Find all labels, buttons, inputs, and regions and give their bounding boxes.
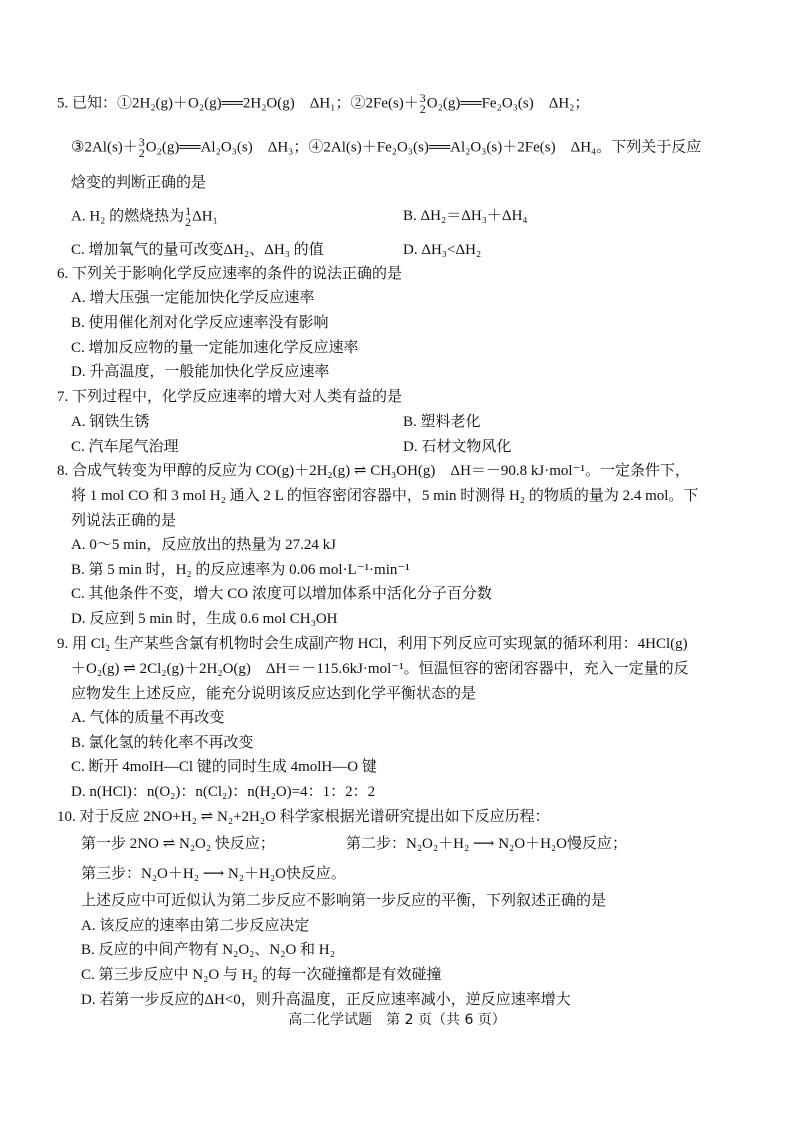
q10-option-a: A. 该反应的速率由第二步反应决定 [81, 918, 310, 934]
q9-option-b: B. 氯化氢的转化率不再改变 [71, 735, 254, 751]
q7-option-b: B. 塑料老化 [403, 414, 481, 430]
q8-option-b: B. 第 5 min 时，H₂ 的反应速率为 0.06 mol·L⁻¹·min⁻¹ [71, 562, 410, 578]
q9-line1: 9. 用 Cl₂ 生产某些含氯有机物时会生成副产物 HCl，利用下列反应可实现氯的循环利用：4HCl(g) [57, 636, 688, 652]
q5-line3: 焓变的判断正确的是 [71, 175, 207, 191]
q5-option-a: A. H₂ 的燃烧热为 1 2 ΔH₁ [71, 204, 218, 229]
q8-option-c: C. 其他条件不变，增大 CO 浓度可以增加体系中活化分子百分数 [71, 586, 492, 602]
q10-step3: 第三步：N₂O＋H₂ ⟶ N₂＋H₂O快反应。 [81, 866, 346, 882]
q5-line2-text-a: ③2Al(s)＋ [71, 139, 138, 156]
q5-line2 [71, 137, 701, 159]
q6-option-b: B. 使用催化剂对化学反应速率没有影响 [71, 315, 329, 331]
q10-line1: 10. 对于反应 2NO+H₂ ⇌ N₂+2H₂O 科学家根据光谱研究提出如下反应历程： [57, 809, 550, 825]
q9-option-c: C. 断开 4molH—Cl 键的同时生成 4molH—O 键 [71, 759, 377, 775]
q6-option-a: A. 增大压强一定能加快化学反应速率 [71, 290, 315, 306]
q8-option-d: D. 反应到 5 min 时，生成 0.6 mol CH₃OH [71, 611, 338, 627]
q5-line1-text-a: 5. 已知：①2H₂(g)＋O₂(g)══2H₂O(g) ΔH₁；②2Fe(s)＋ [57, 95, 419, 112]
q10-option-c: C. 第三步反应中 N₂O 与 H₂ 的每一次碰撞都是有效碰撞 [81, 967, 442, 983]
q5-line2-text-b: O₂(g)══Al₂O₃(s) ΔH₃；④2Al(s)＋Fe₂O₃(s)══Al₂O₃(s)＋2Fe(s) ΔH₄。下列关于反应 [145, 139, 702, 156]
q8-line3: 列说法正确的是 [71, 513, 177, 529]
q6-stem: 6. 下列关于影响化学反应速率的条件的说法正确的是 [57, 266, 403, 282]
q7-option-d: D. 石材文物风化 [403, 439, 512, 455]
q10-option-b: B. 反应的中间产物有 N₂O₂、N₂O 和 H₂ [81, 942, 335, 958]
q7-stem: 7. 下列过程中，化学反应速率的增大对人类有益的是 [57, 389, 403, 405]
q7-option-c: C. 汽车尾气治理 [71, 439, 179, 455]
q6-option-d: D. 升高温度，一般能加快化学反应速率 [71, 364, 330, 380]
q5-line1-text-b: O₂(g)══Fe₂O₃(s) ΔH₂； [426, 95, 590, 112]
q10-option-d: D. 若第一步反应的ΔH<0，则升高温度，正反应速率减小，逆反应速率增大 [81, 992, 571, 1008]
q5-option-a-fraction: 1 2 [185, 204, 192, 229]
q5-option-d: D. ΔH₃<ΔH₂ [403, 242, 482, 258]
q9-option-a: A. 气体的质量不再改变 [71, 710, 225, 726]
q6-option-c: C. 增加反应物的量一定能加速化学反应速率 [71, 340, 359, 356]
q5-option-b: B. ΔH₂＝ΔH₃＋ΔH₄ [403, 208, 528, 224]
q5-line1 [57, 93, 589, 115]
q7-option-a: A. 钢铁生锈 [71, 414, 150, 430]
q9-line2: ＋O₂(g) ⇌ 2Cl₂(g)＋2H₂O(g) ΔH＝－115.6kJ·mol⁻¹。恒温恒容的密闭容器中，充入一定量的反 [71, 661, 689, 677]
q10-step1: 第一步 2NO ⇌ N₂O₂ 快反应； [81, 836, 275, 852]
q5-option-c: C. 增加氧气的量可改变ΔH₂、ΔH₃ 的值 [71, 242, 324, 258]
q5-fraction-3-2-b: 3 2 [138, 135, 145, 160]
q8-line1: 8. 合成气转变为甲醇的反应为 CO(g)＋2H₂(g) ⇌ CH₃OH(g) ΔH＝－90.8 kJ·mol⁻¹。一定条件下， [57, 463, 690, 479]
q10-step2: 第二步：N₂O₂＋H₂ ⟶ N₂O＋H₂O慢反应； [346, 836, 627, 852]
q8-option-a: A. 0～5 min，反应放出的热量为 27.24 kJ [71, 537, 337, 553]
q8-line2: 将 1 mol CO 和 3 mol H₂ 通入 2 L 的恒容密闭容器中，5 min 时测得 H₂ 的物质的量为 2.4 mol。下 [71, 488, 699, 504]
page-footer: 高二化学试题 第 2 页（共 6 页） [288, 1012, 506, 1028]
q10-line4: 上述反应中可近似认为第二步反应不影响第一步反应的平衡，下列叙述正确的是 [81, 893, 607, 909]
q9-option-d: D. n(HCl)：n(O₂)：n(Cl₂)：n(H₂O)=4：1：2：2 [71, 784, 376, 800]
q5-fraction-3-2: 3 2 [419, 91, 426, 116]
q9-line3: 应物发生上述反应，能充分说明该反应达到化学平衡状态的是 [71, 686, 477, 702]
